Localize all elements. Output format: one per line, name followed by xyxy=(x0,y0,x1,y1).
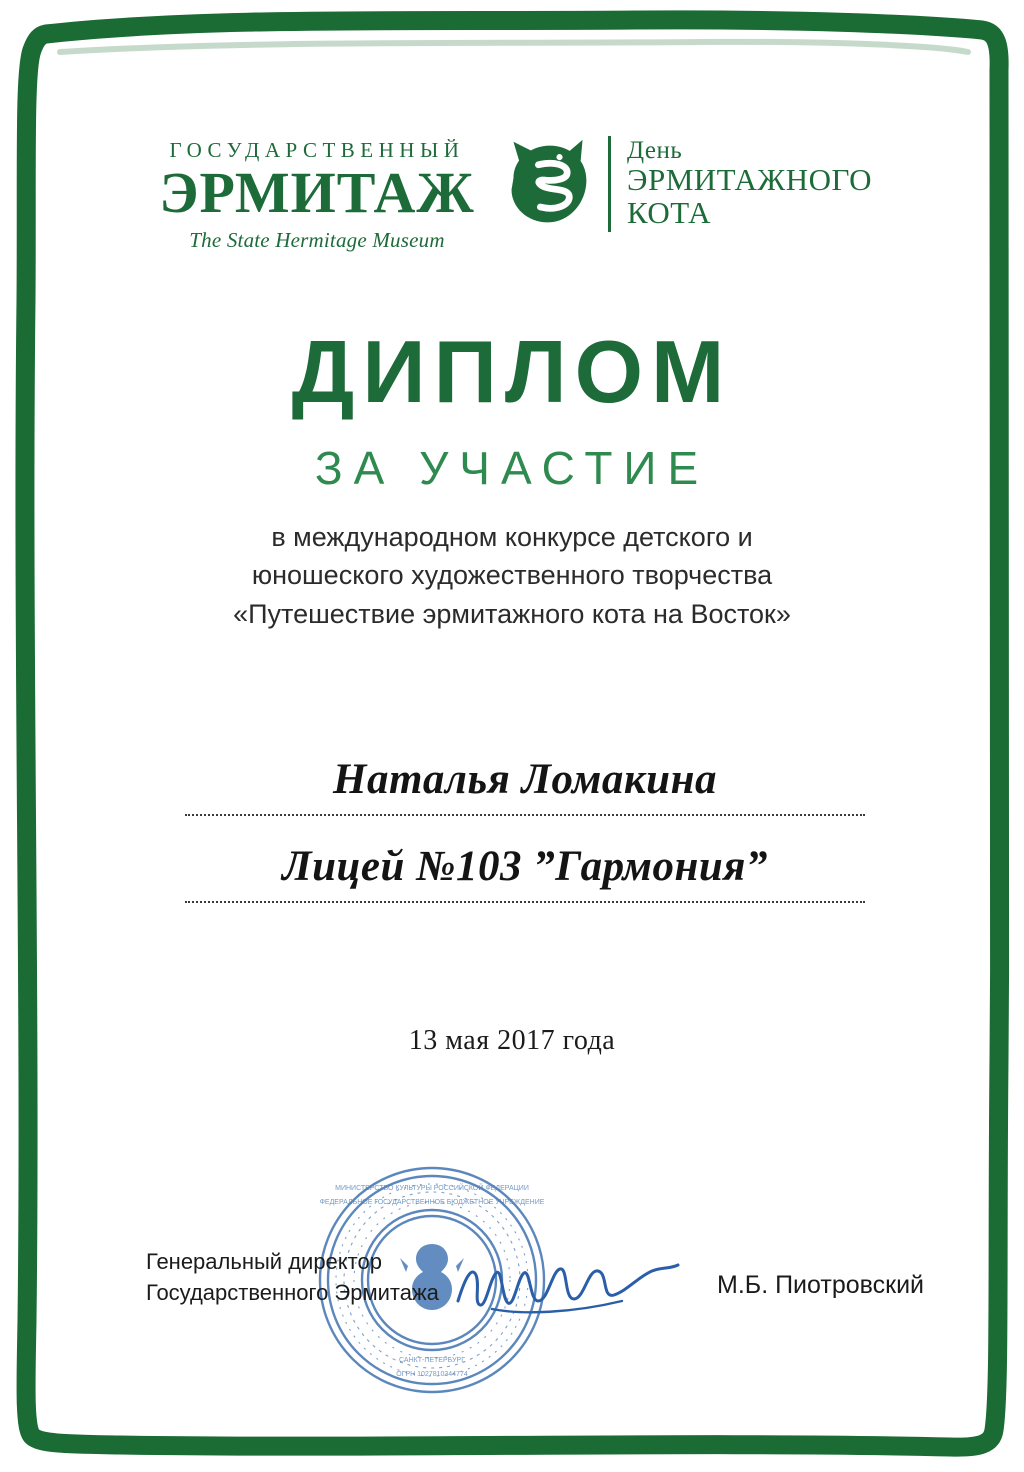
recipient-name-field xyxy=(185,755,865,816)
diploma-subtitle: ЗА УЧАСТИЕ xyxy=(314,442,710,494)
handwritten-signature xyxy=(452,1249,682,1323)
diploma-description xyxy=(80,518,944,633)
recipient-block xyxy=(185,755,865,929)
description-line-2: юношеского художественного творчества xyxy=(251,560,773,591)
cat-day-line2: ЭРМИТАЖНОГО xyxy=(626,162,873,198)
svg-text:ФЕДЕРАЛЬНОЕ ГОСУДАРСТВЕННОЕ БЮ: ФЕДЕРАЛЬНОЕ ГОСУДАРСТВЕННОЕ БЮДЖЕТНОЕ УЧРЕЖДЕНИЕ xyxy=(319,1199,545,1206)
signer-title xyxy=(146,1247,439,1309)
diploma-title: ДИПЛОМ xyxy=(291,322,733,421)
recipient-name: Наталья Ломакина xyxy=(333,756,717,803)
signer-title-line-2: Государственного Эрмитажа xyxy=(146,1279,439,1305)
recipient-organization-underline xyxy=(185,901,865,903)
signer-name: М.Б. Пиотровский xyxy=(717,1271,924,1299)
svg-text:МИНИСТЕРСТВО КУЛЬТУРЫ РОССИЙСК: МИНИСТЕРСТВО КУЛЬТУРЫ РОССИЙСКОЙ ФЕДЕРАЦИИ xyxy=(335,1185,529,1192)
cat-day-block xyxy=(500,88,872,232)
hermitage-cat-icon xyxy=(500,136,596,232)
logo-divider xyxy=(608,136,611,232)
hermitage-logo xyxy=(152,88,482,253)
svg-text:ОГРН 1027810344774: ОГРН 1027810344774 xyxy=(396,1371,468,1378)
hermitage-logo-english: The State Hermitage Museum xyxy=(189,228,445,253)
recipient-name-underline xyxy=(185,814,865,816)
cat-day-line1: День xyxy=(626,136,683,164)
hermitage-logo-main: ЭРМИТАЖ xyxy=(159,160,475,225)
hermitage-logo-top: ГОСУДАРСТВЕННЫЙ xyxy=(169,138,465,162)
recipient-organization: Лицей №103 ”Гармония” xyxy=(282,843,768,890)
signer-title-line-1: Генеральный директор xyxy=(146,1249,382,1274)
description-line-3: «Путешествие эрмитажного кота на Восток» xyxy=(233,598,791,629)
svg-text:САНКТ-ПЕТЕРБУРГ: САНКТ-ПЕТЕРБУРГ xyxy=(399,1357,465,1364)
recipient-organization-field xyxy=(185,842,865,903)
signature-block xyxy=(80,1185,944,1378)
description-line-1: в международном конкурсе детского и xyxy=(271,522,753,552)
cat-day-line3: КОТА xyxy=(626,195,712,231)
header xyxy=(80,88,944,253)
cat-day-text xyxy=(627,138,872,230)
issue-date: 13 мая 2017 года xyxy=(408,1025,616,1056)
